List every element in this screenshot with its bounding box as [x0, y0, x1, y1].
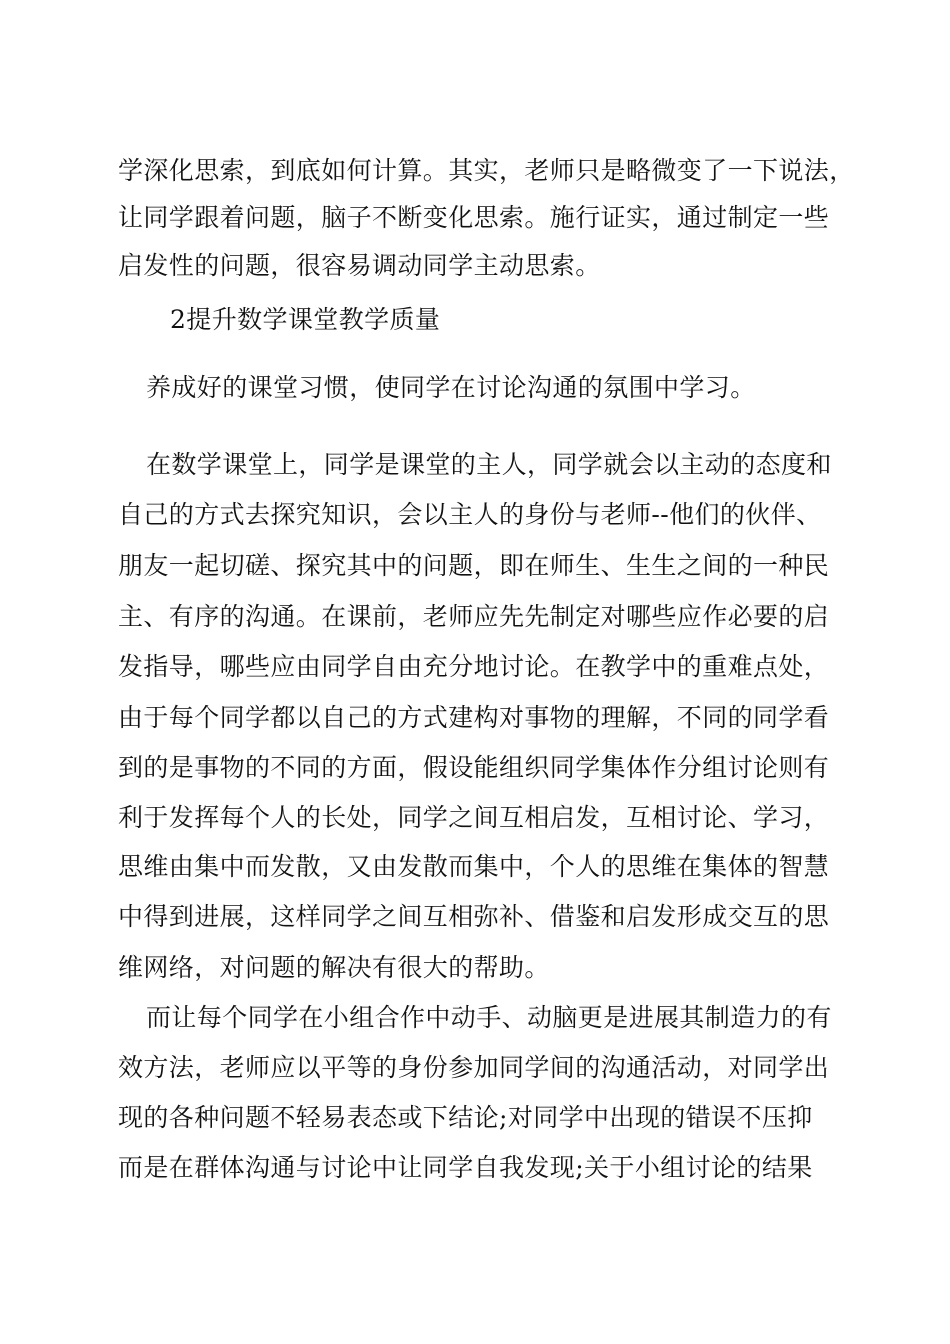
- paragraph-line: 维网络，对问题的解决有很大的帮助。: [118, 953, 550, 982]
- paragraph-line: 让同学跟着问题，脑子不断变化思索。施行证实，通过制定一些: [118, 203, 830, 232]
- section-heading: 2提升数学课堂教学质量: [170, 305, 441, 334]
- paragraph-line: 学深化思索，到底如何计算。其实，老师只是略微变了一下说法，: [118, 156, 855, 185]
- paragraph-line: 在数学课堂上，同学是课堂的主人，同学就会以主动的态度和: [146, 450, 832, 479]
- paragraph-line: 启发性的问题，很容易调动同学主动思索。: [118, 251, 601, 280]
- paragraph-line: 中得到进展，这样同学之间互相弥补、借鉴和启发形成交互的思: [118, 902, 830, 931]
- paragraph-line: 自己的方式去探究知识，会以主人的身份与老师--他们的伙伴、: [118, 500, 822, 529]
- paragraph-line: 思维由集中而发散，又由发散而集中，个人的思维在集体的智慧: [118, 852, 830, 881]
- paragraph-line: 发指导，哪些应由同学自由充分地讨论。在教学中的重难点处，: [118, 652, 830, 681]
- paragraph-line: 效方法，老师应以平等的身份参加同学间的沟通活动，对同学出: [118, 1053, 830, 1082]
- paragraph-line: 利于发挥每个人的长处，同学之间互相启发，互相讨论、学习，: [118, 803, 830, 832]
- paragraph-line: 现的各种问题不轻易表态或下结论;对同学中出现的错误不压抑: [118, 1103, 813, 1132]
- paragraph-line: 朋友一起切磋、探究其中的问题，即在师生、生生之间的一种民: [118, 551, 830, 580]
- paragraph-line: 而是在群体沟通与讨论中让同学自我发现;关于小组讨论的结果: [118, 1153, 813, 1182]
- paragraph-line: 而让每个同学在小组合作中动手、动脑更是进展其制造力的有: [146, 1003, 832, 1032]
- paragraph-line: 到的是事物的不同的方面，假设能组织同学集体作分组讨论则有: [118, 753, 830, 782]
- paragraph-line: 由于每个同学都以自己的方式建构对事物的理解，不同的同学看: [118, 703, 830, 732]
- paragraph-line: 养成好的课堂习惯，使同学在讨论沟通的氛围中学习。: [146, 373, 756, 402]
- paragraph-line: 主、有序的沟通。在课前，老师应先先制定对哪些应作必要的启: [118, 602, 830, 631]
